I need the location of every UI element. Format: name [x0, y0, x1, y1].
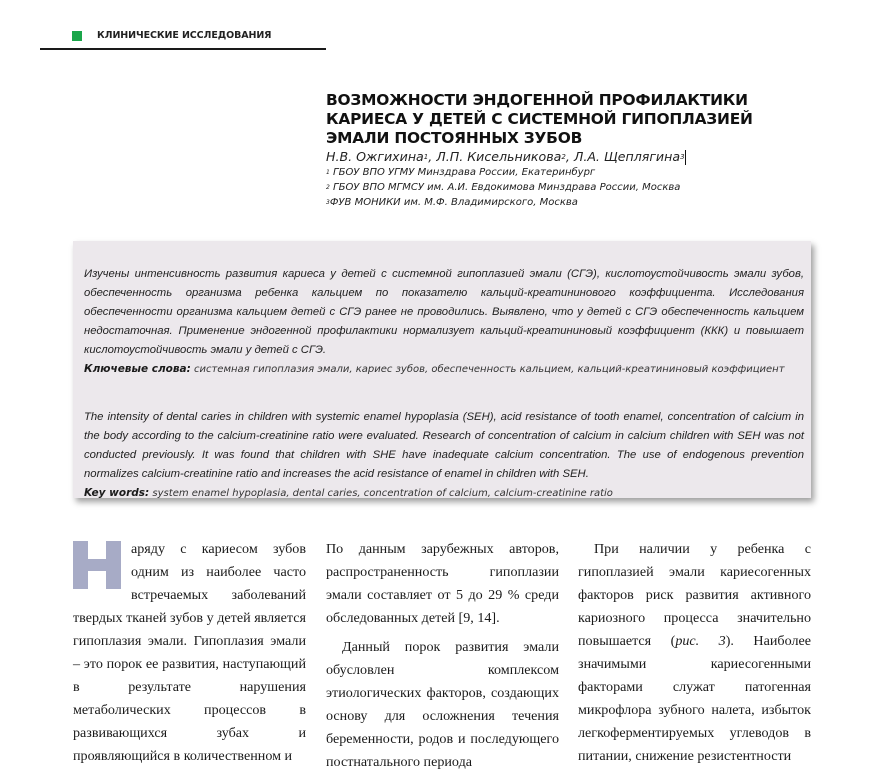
keywords-label: Key words:: [84, 487, 150, 499]
abstract-ru: Изучены интенсивность развития кариеса у детей с системной гипоплазией эмали (СГЭ), кислотоустойчивость эмали зубов, обеспеченность организма ребенка кальцием по показателю кальций-креатининового коэффициента. Исследования обеспеченности организма кальцием детей с СГЭ ранее не проводились. Выявлено, что у детей с СГЭ обеспеченность кальцием недостаточная. Применение эндогенной профилактики нормализует кальций-креатининовый коэффициент (ККК) и повышает кислотоустойчивость эмали у детей с СГЭ.: [84, 268, 804, 356]
author-name: Л.А. Щеплягина: [573, 149, 681, 164]
affiliation: [326, 165, 796, 180]
dropcap: [73, 541, 121, 589]
author-sup: 1: [423, 153, 429, 161]
author-name: Н.В. Ожгихина: [326, 149, 424, 164]
header-rule: [40, 48, 326, 50]
affiliation-text: ГБОУ ВПО МГМСУ им. А.И. Евдокимова Минздрава России, Москва: [329, 182, 681, 193]
dropcap-letter-icon: [73, 541, 121, 589]
affiliation-sup: 1: [326, 169, 330, 176]
section-header: [72, 30, 271, 41]
affiliation-text: ФУВ МОНИКИ им. М.Ф. Владимирского, Москва: [329, 197, 578, 208]
body-column-1: [73, 538, 306, 768]
keywords-ru: [84, 360, 804, 379]
body-paragraph: [578, 538, 811, 768]
authors: [326, 149, 796, 165]
text-cursor: [685, 150, 686, 165]
body-paragraph: Данный порок развития эмали обусловлен комплексом этиологических факторов, создающих основу для осложнения течения беременности, родов и последующего постнатального периода: [326, 639, 559, 770]
title-block: [326, 91, 796, 210]
author-sup: 3: [680, 153, 685, 161]
affiliation-sup: 3: [326, 199, 330, 206]
body-text: ). Наиболее значимыми кариесогенными факторами служат патогенная микрофлора зубного налета, избыток легкоферментируемых углеводов в питании, снижение резистентности: [578, 633, 811, 764]
author-name: Л.П. Кисельникова: [436, 149, 562, 164]
body-column-2: [326, 538, 559, 774]
author-sep: ,: [565, 149, 574, 164]
body-text: При наличии у ребенка с гипоплазией эмали кариесогенных факторов риск развития активного кариозного процесса значительно повышается (: [578, 541, 811, 649]
body-paragraph: аряду с кариесом зубов одним из наиболее часто встречаемых заболеваний твердых тканей зубов у детей является гипоплазия эмали. Гипоплазия эмали – это порок ее развития, наступающий в результате нарушения метаболических процессов в развивающихся зубах и проявляющийся в количественном и: [73, 541, 306, 764]
body-paragraph: По данным зарубежных авторов, распространенность гипоплазии эмали составляет от 5 до 29 % среди обследованных детей [9, 14].: [326, 541, 559, 626]
affiliation-text: ГБОУ ВПО УГМУ Минздрава России, Екатеринбург: [329, 167, 596, 178]
figure-reference[interactable]: рис. 3: [675, 633, 726, 649]
section-label: КЛИНИЧЕСКИЕ ИССЛЕДОВАНИЯ: [97, 30, 272, 41]
keywords-en: [84, 484, 804, 503]
body-column-3: [578, 538, 811, 768]
author-sup: 2: [561, 153, 566, 161]
affiliation: [326, 180, 796, 195]
abstract-en: The intensity of dental caries in children with systemic enamel hypoplasia (SEH), acid resistance of tooth enamel, concentration of calcium in the body according to the calcium-creatinine ratio were evaluated. Research of concentration of calcium in calcium children with SEH was not conducted previously. It was found that children with SHE have inadequate calcium concentration. The use of endogenous prevention normalizes calcium-creatinine ratio and increases the acid resistance of enamel in children with SEH.: [84, 411, 804, 480]
section-marker-icon: [72, 31, 82, 41]
keywords-text: системная гипоплазия эмали, кариес зубов, обеспеченность кальцием, кальций-креатининовый коэффициент: [190, 364, 785, 375]
affiliation-sup: 2: [326, 184, 330, 191]
author-sep: ,: [428, 149, 437, 164]
keywords-text: system enamel hypoplasia, dental caries, concentration of calcium, calcium-creatinine ratio: [149, 488, 613, 499]
article-title: ВОЗМОЖНОСТИ ЭНДОГЕННОЙ ПРОФИЛАКТИКИ КАРИЕСА У ДЕТЕЙ С СИСТЕМНОЙ ГИПОПЛАЗИЕЙ ЭМАЛИ ПОСТОЯННЫХ ЗУБОВ: [326, 91, 753, 147]
affiliation: [326, 195, 796, 210]
abstract-box: [73, 241, 811, 498]
keywords-label: Ключевые слова:: [84, 363, 191, 375]
